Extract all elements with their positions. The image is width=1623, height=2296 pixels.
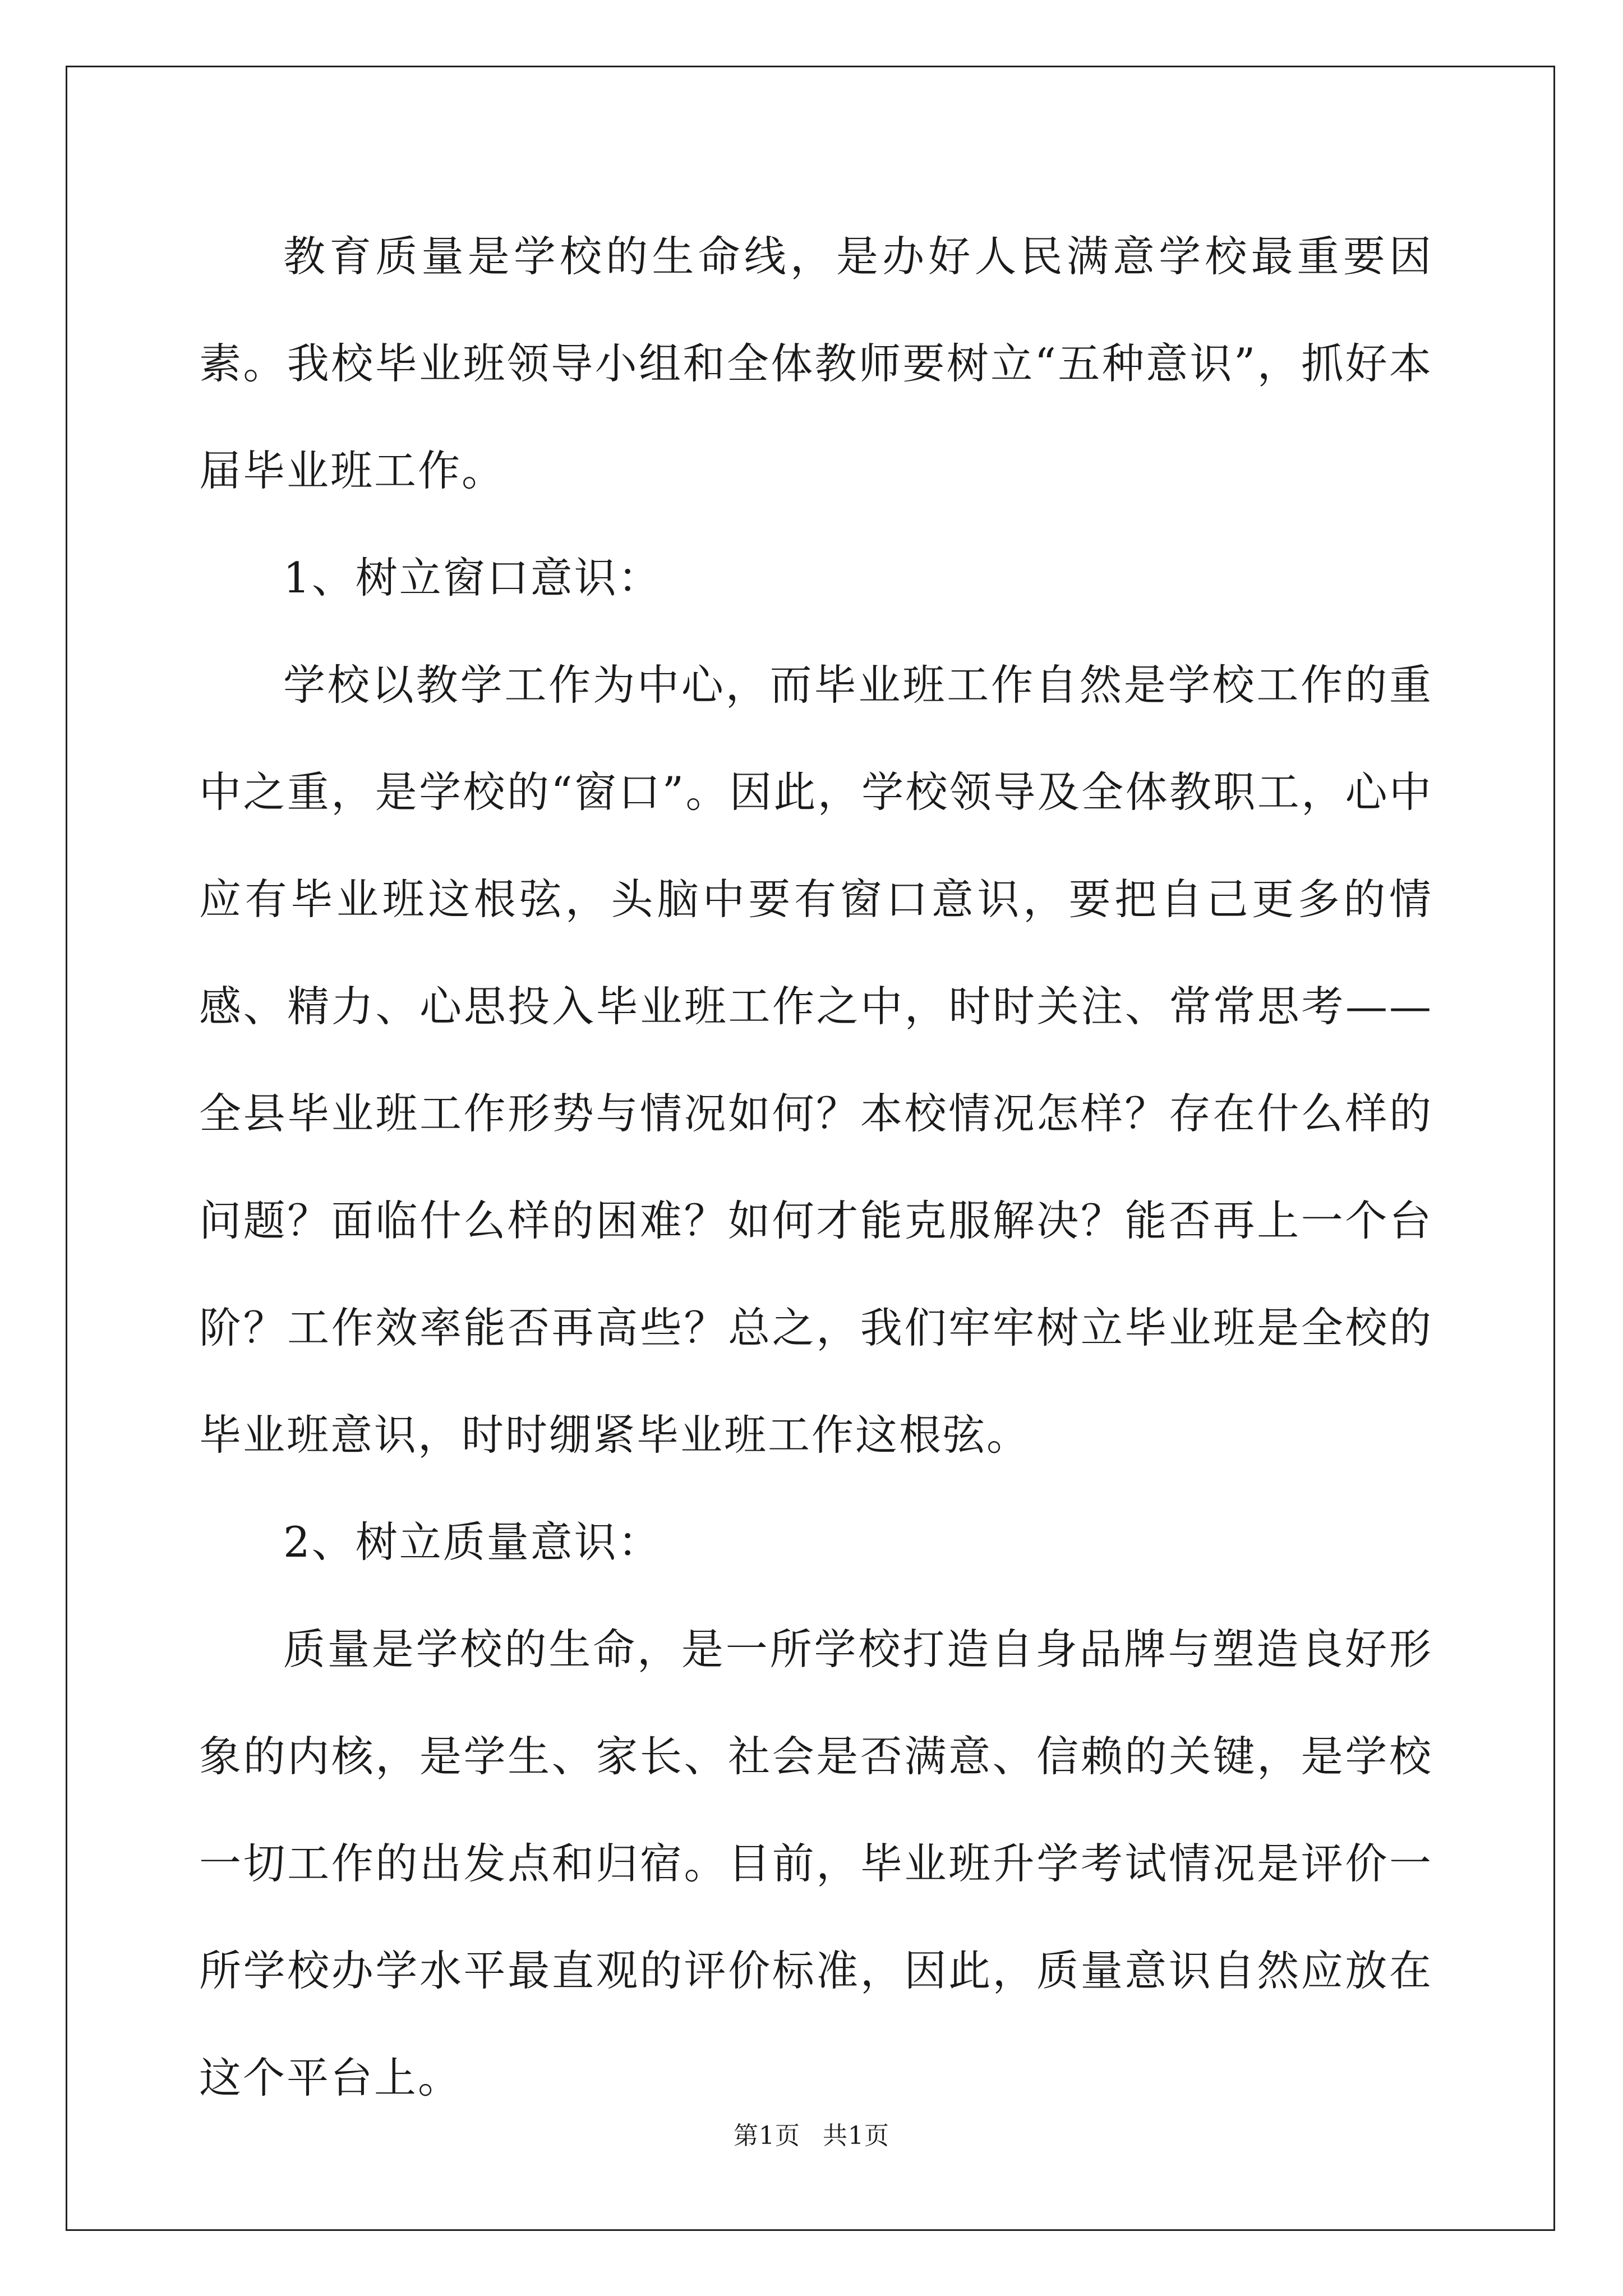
paragraph-quality-awareness: 质量是学校的生命，是一所学校打造自身品牌与塑造良好形象的内核，是学生、家长、社会是否满意、信赖的关键，是学校一切工作的出发点和归宿。目前，毕业班升学考试情况是评价一所学校办学水平最直观的评价标准，因此，质量意识自然应放在这个平台上。 bbox=[199, 1625, 1433, 2102]
page-number-current: 第1页 bbox=[734, 2122, 800, 2150]
paragraph-window-awareness: 学校以教学工作为中心，而毕业班工作自然是学校工作的重中之重，是学校的“窗口”。因此，学校领导及全体教职工，心中应有毕业班这根弦，头脑中要有窗口意识，要把自己更多的情感、精力、心思投入毕业班工作之中，时时关注、常常思考——全县毕业班工作形势与情况如何？本校情况怎样？存在什么样的问题？面临什么样的困难？如何才能克服解决？能否再上一个台阶？工作效率能否再高些？总之，我们牢牢树立毕业班是全校的毕业班意识，时时绷紧毕业班工作这根弦。 bbox=[199, 660, 1433, 1460]
page-number-total: 共1页 bbox=[823, 2122, 889, 2150]
heading-window-awareness: 1、树立窗口意识： bbox=[283, 553, 662, 602]
heading-quality-awareness: 2、树立质量意识： bbox=[283, 1517, 662, 1567]
document-body bbox=[199, 203, 1433, 2132]
page-footer bbox=[0, 2119, 1623, 2153]
paragraph-intro: 教育质量是学校的生命线，是办好人民满意学校最重要因素。我校毕业班领导小组和全体教师要树立“五种意识”，抓好本届毕业班工作。 bbox=[199, 232, 1433, 495]
